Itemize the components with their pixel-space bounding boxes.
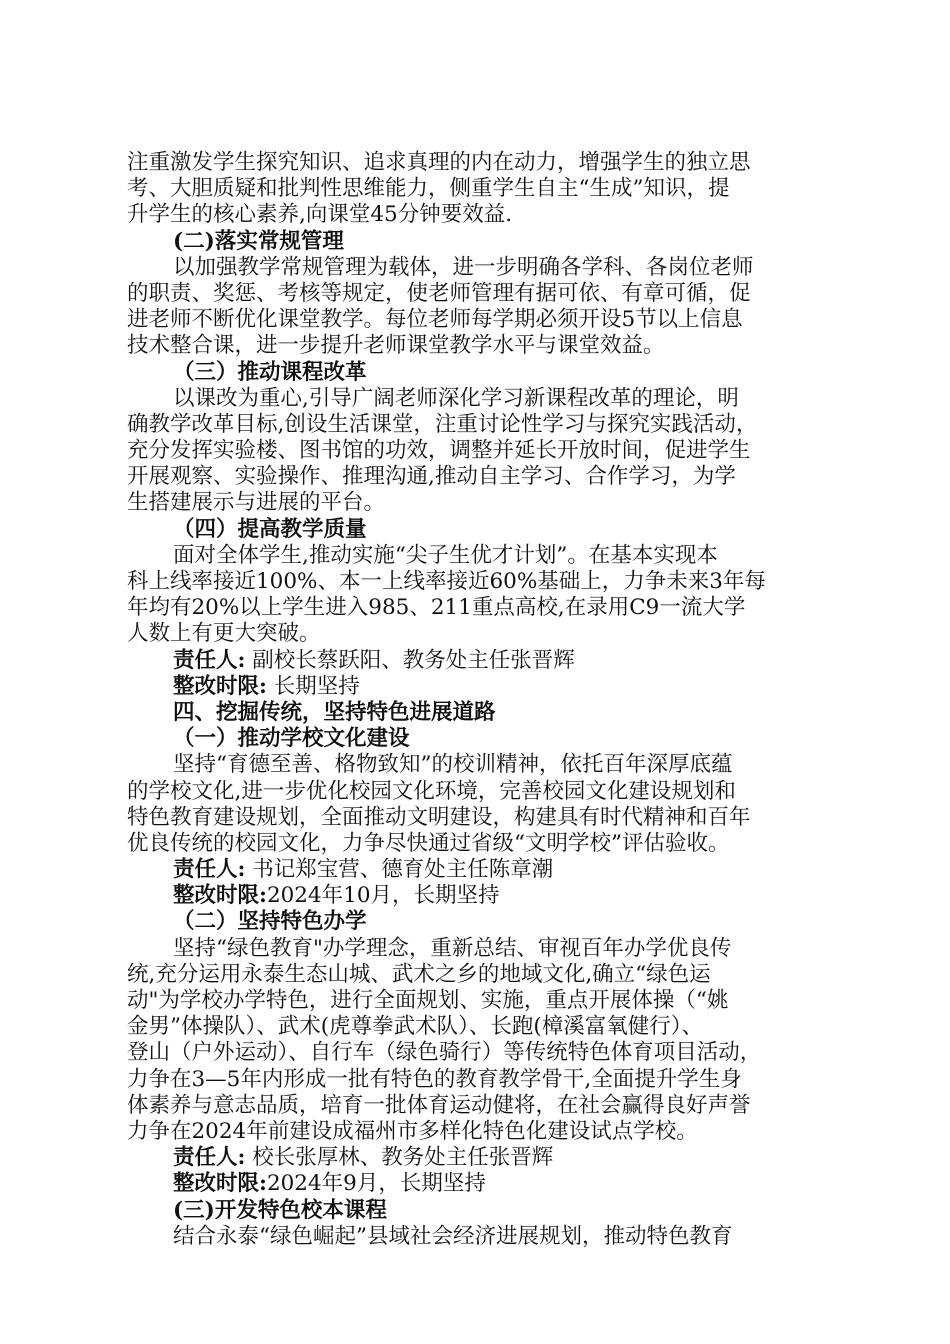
deadline-label: 整改时限:	[173, 673, 267, 699]
responsible-value: 校长张厚林、教务处主任张晋辉	[245, 1145, 554, 1171]
paragraph-line: 金男”体操队）、武术(虎尊拳武术队）、长跑(樟溪富氧健行）、	[127, 1014, 704, 1040]
deadline-value: 长期坚持	[266, 673, 360, 699]
paragraph-line: 考、大胆质疑和批判性思维能力，侧重学生自主“生成”知识，提	[127, 176, 730, 202]
deadline-line	[127, 1171, 837, 1197]
paragraph-line: 的学校文化,进一步优化校园文化环境，完善校园文化建设规划和	[127, 778, 736, 804]
paragraph-line: 面对全体学生,推动实施“尖子生优才计划”。在基本实现本	[173, 542, 718, 568]
deadline-line	[127, 674, 837, 700]
deadline-line	[127, 883, 837, 909]
document-page	[127, 150, 837, 1250]
responsible-line	[127, 648, 837, 674]
paragraph-line: 特色教育建设规划，全面推动文明建设，构建具有时代精神和百年	[127, 804, 751, 830]
responsible-line	[127, 1145, 837, 1171]
paragraph-line: 以课改为重心,引导广阔老师深化学习新课程改革的理论，明	[173, 385, 739, 411]
section-heading: （四）提高教学质量	[173, 516, 367, 542]
paragraph-line: 开展观察、实验操作、推理沟通,推动自主学习、合作学习，为学	[127, 464, 736, 490]
paragraph-line: 生搭建展示与进展的平台。	[127, 490, 386, 516]
paragraph-line: 结合永泰“绿色崛起”县域社会经济进展规划，推动特色教育	[173, 1223, 733, 1249]
deadline-value: 2024年9月，长期坚持	[266, 1171, 486, 1197]
deadline-label: 整改时限:	[173, 1171, 267, 1197]
paragraph-line: 升学生的核心素养,向课堂45分钟要效益.	[127, 202, 513, 228]
paragraph-line: 坚持“育德至善、格物致知”的校训精神，依托百年深厚底蕴	[173, 752, 733, 778]
paragraph-line: 年均有20%以上学生进入985、211重点高校,在录用C9一流大学	[127, 595, 746, 621]
deadline-label: 整改时限:	[173, 883, 267, 909]
paragraph-line: 的职责、奖惩、考核等规定，使老师管理有据可依、有章可循，促	[127, 280, 751, 306]
paragraph-line: 确教学改革目标,创设生活课堂，注重讨论性学习与探究实践活动，	[127, 411, 758, 437]
paragraph-line: 进老师不断优化课堂教学。每位老师每学期必须开设5节以上信息	[127, 307, 743, 333]
responsible-line	[127, 857, 837, 883]
paragraph-line: 体素养与意志品质，培育一批体育运动健将，在社会赢得良好声誉	[127, 1092, 751, 1118]
section-heading: (二)落实常规管理	[173, 228, 344, 254]
responsible-value: 书记郑宝营、德育处主任陈章潮	[245, 857, 554, 883]
paragraph-line: 科上线率接近100%、本一上线率接近60%基础上，力争未来3年每	[127, 569, 766, 594]
paragraph-line: 人数上有更大突破。	[127, 621, 321, 647]
paragraph-line: 统,充分运用永泰生态山城、武术之乡的地域文化,确立“绿色运	[127, 961, 711, 987]
section-heading: （二）坚持特色办学	[173, 909, 367, 935]
paragraph-line: 坚持“绿色教育"办学理念，重新总结、审视百年办学优良传	[173, 935, 732, 961]
responsible-value: 副校长蔡跃阳、教务处主任张晋辉	[245, 647, 575, 673]
responsible-label: 责任人:	[173, 1145, 246, 1171]
paragraph-line: 充分发挥实验楼、图书馆的功效，调整并延长开放时间，促进学生	[127, 438, 751, 464]
paragraph-line: 力争在3—5年内形成一批有特色的教育教学骨干,全面提升学生身	[127, 1066, 742, 1092]
section-heading: （一）推动学校文化建设	[173, 726, 410, 752]
paragraph-line: 登山（户外运动）、自行车（绿色骑行）等传统特色体育项目活动，	[127, 1040, 762, 1066]
deadline-value: 2024年10月，长期坚持	[266, 883, 500, 909]
chapter-heading: 四、挖掘传统，坚持特色进展道路	[173, 699, 496, 725]
paragraph-line: 注重激发学生探究知识、追求真理的内在动力，增强学生的独立思	[127, 150, 751, 175]
section-heading: （三）推动课程改革	[173, 359, 367, 385]
paragraph-line: 优良传统的校园文化，力争尽快通过省级“文明学校”评估验收。	[127, 830, 730, 856]
responsible-label: 责任人:	[173, 857, 246, 883]
paragraph-line: 技术整合课，进一步提升老师课堂教学水平与课堂效益。	[127, 333, 665, 359]
paragraph-line: 以加强教学常规管理为载体，进一步明确各学科、各岗位老师	[173, 254, 754, 280]
section-heading: (三)开发特色校本课程	[173, 1197, 387, 1223]
responsible-label: 责任人:	[173, 647, 246, 673]
paragraph-line: 力争在2024年前建设成福州市多样化特色化建设试点学校。	[127, 1118, 698, 1144]
paragraph-line: 动"为学校办学特色，进行全面规划、实施，重点开展体操（“姚	[127, 988, 729, 1013]
